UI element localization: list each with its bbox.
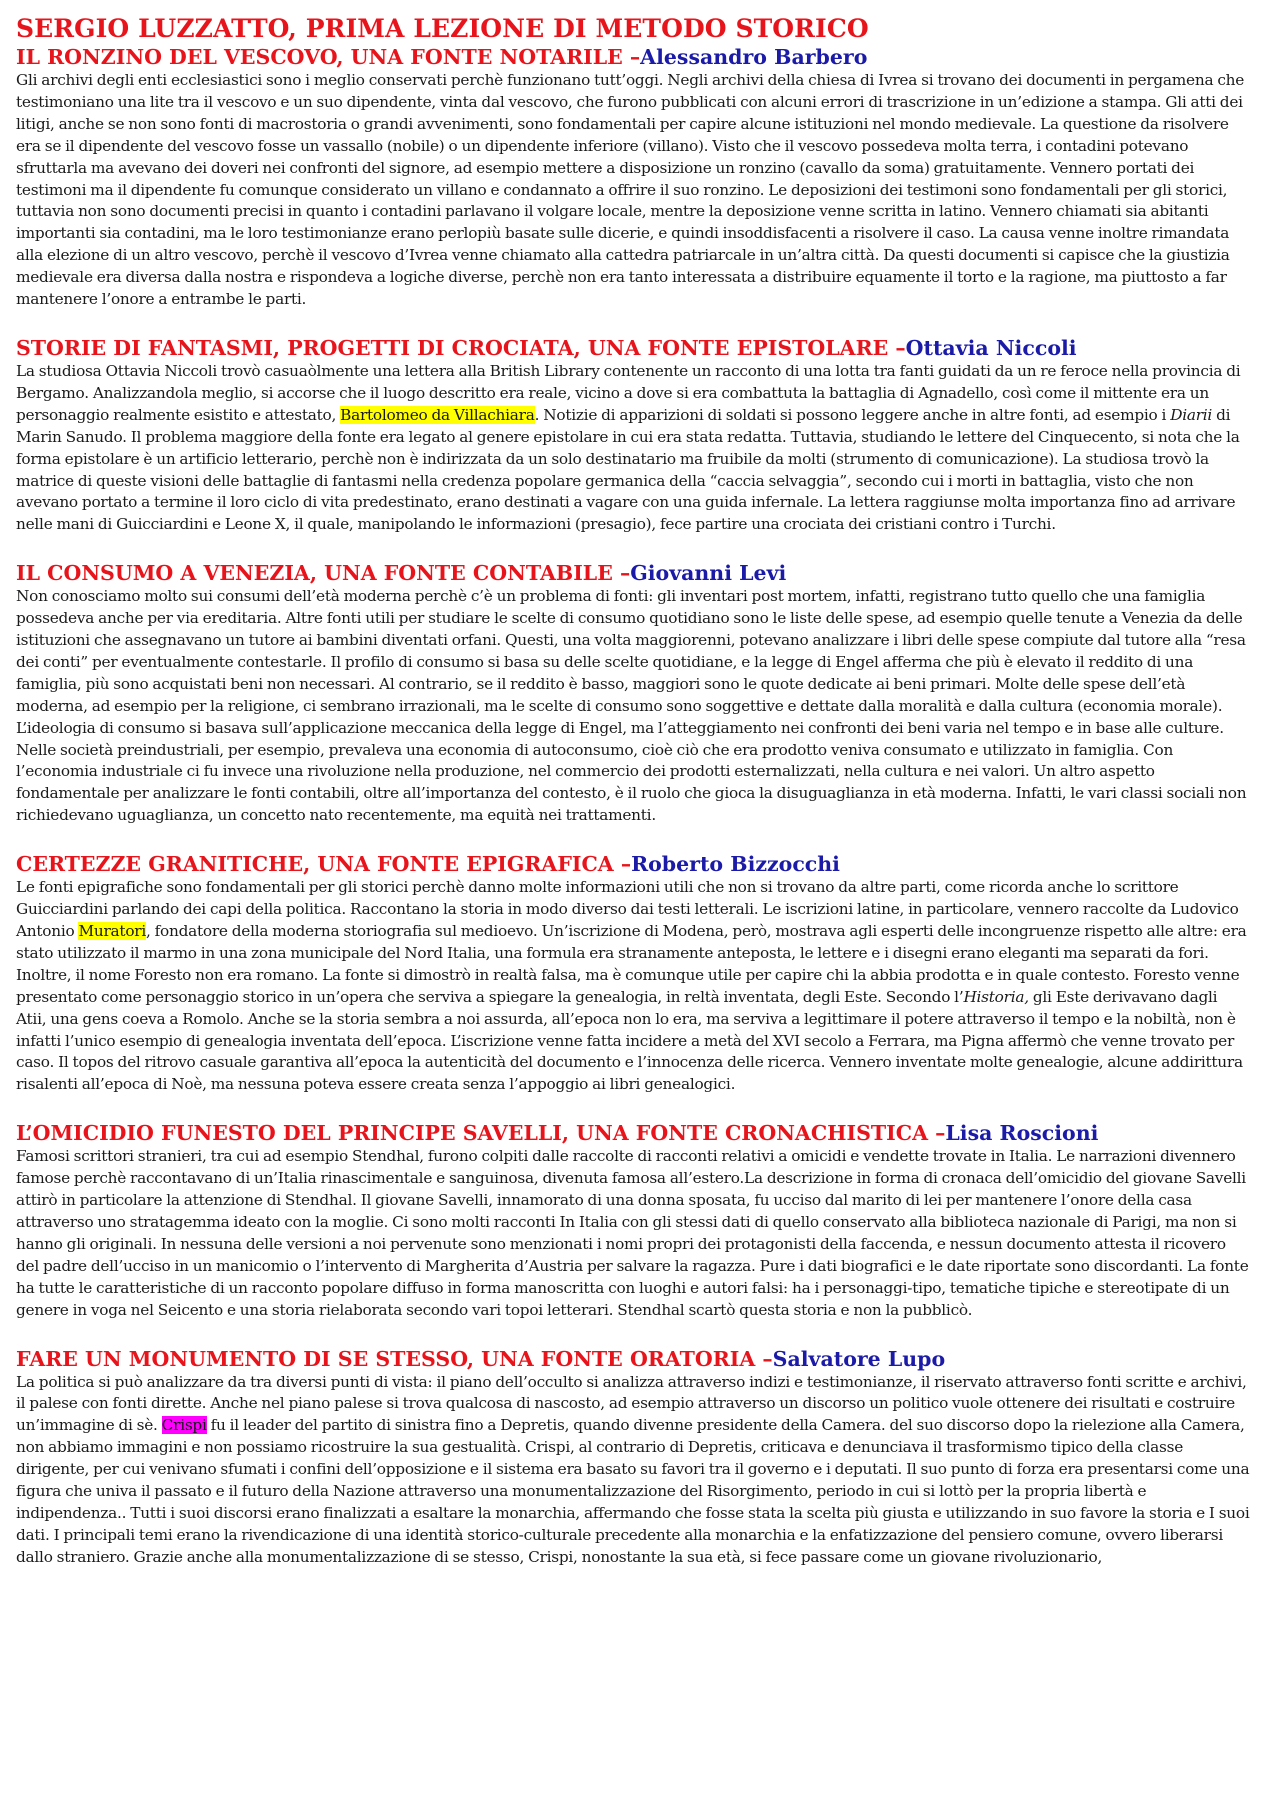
paragraph-text: Famosi scrittori stranieri, tra cui ad esempio Stendhal, furono colpiti dalle raccolte di racconti relativi a omicidi e vendette trovate in Italia. Le narrazioni divennero famose perchè raccontavano di un’Italia rinascimentale e sanguinosa, divenuta famosa all’estero.La descrizione in forma di cronaca dell’omicidio del giovane Savelli attirò in particolare la attenzione di Stendhal. Il giovane Savelli, innamorato di una donna sposata, fu ucciso dal marito di lei per mantenere l’onore della casa attraverso uno stratagemma ideato con la moglie. Ci sono molti racconti In Italia con gli stessi dati di quello conservato alla biblioteca nazionale di Parigi, ma non si hanno gli originali. In nessuna delle versioni a noi pervenute sono menzionati i nomi propri dei protagonisti della faccenda, e nessun documento attesta il ricovero del padre dell’ucciso in un manicomio o l’intervento di Margherita d’Austria per salvare la ragazza. Pure i dati biografici e le date riportate sono discordanti. La fonte ha tutte le caratteristiche di un racconto popolare diffuso in forma manoscritta con luoghi e autori falsi: ha i personaggi-tipo, tematiche tipiche e stereotipate di un genere in voga nel Seicento e una storia rielaborata secondo vari topoi letterari. Stendhal scartò questa storia e non la pubblicò. (16, 1147, 1249, 1319)
section-heading (16, 560, 1250, 586)
section-epistolare (16, 335, 1250, 536)
heading-author: Alessandro Barbero (640, 45, 868, 69)
heading-text: STORIE DI FANTASMI, PROGETTI DI CROCIATA, UNA FONTE (16, 335, 737, 360)
section-oratoria (16, 1346, 1250, 1569)
paragraph-text: di Marin Sanudo. Il problema maggiore della fonte era legato al genere epistolare in cui era stata redatta. Tuttavia, studiando le lettere del Cinquecento, si nota che la forma epistolare è un artificio letterario, perchè non è indirizzata da un solo destinatario ma fruibile da molti (strumento di comunicazione). La studiosa trovò la matrice di queste visioni delle battaglie di fantasmi nella credenza popolare germanica della “caccia selvaggia”, secondo cui i morti in battaglia, visto che non avevano portato a termine il loro ciclo di vita predestinato, erano destinati a vagare con una guida infernale. La lettera raggiunse molta importanza fino ad arrivare nelle mani di Guicciardini e Leone X, il quale, manipolando le informazioni (presagio), fece partire una crociata dei cristiani contro i Turchi. (16, 405, 1240, 534)
heading-keyword: EPISTOLARE (736, 335, 889, 360)
heading-text: IL CONSUMO A VENEZIA, UNA FONTE (16, 561, 473, 586)
section-notarile (16, 44, 1250, 311)
heading-text: CERTEZZE GRANITICHE, UNA FONTE (16, 852, 467, 877)
document-body (16, 14, 1250, 1569)
paragraph-text: fu il leader del partito di sinistra fino a Depretis, quando divenne presidente della Camera. del suo discorso dopo la rielezione alla Camera, non abbiamo immagini e non possiamo ricostruire la sua gestualità. Crispi, al contrario di Depretis, criticava e denunciava il trasformismo tipico della classe dirigente, per cui venivano sfumati i confini dell’opposizione e il sistema era basato su favori tra il governo e i deputati. Il suo punto di forza era presentarsi come una figura che univa il passato e il futuro della Nazione attraverso una monumentalizzazione del Risorgimento, periodo in cui si lottò per la propria libertà e indipendenza.. Tutti i suoi discorsi erano finalizzati a esaltare la monarchia, affermando che fosse stata la scelta più giusta e utilizzando in suo favore la storia e I suoi dati. I principali temi erano la rivendicazione di una identità storico-culturale precedente alla monarchia e la enfatizzazione del pensiero comune, ovvero liberarsi dallo straniero. Grazie anche alla monumentalizzazione di se stesso, Crispi, nonostante la sua età, si fece passare come un giovane rivoluzionario, (16, 1416, 1250, 1566)
heading-keyword: EPIGRAFICA (466, 852, 614, 877)
heading-author: Salvatore Lupo (772, 1346, 946, 1371)
section-contabile (16, 560, 1250, 827)
paragraph-text: , fondatore della moderna storiografia sul medioevo. Un’iscrizione di Modena, però, mostrava agli esperti delle incongruenze rispetto alle altre: era stato utilizzato il marmo in una zona municipale del Nord Italia, una formula era stranamente anteposta, le lettere e i disegni erano eleganti ma separati da fori. Inoltre, il nome Foresto non era romano. La fonte si dimostrò in realtà falsa, ma è comunque utile per capire chi la abbia prodotta e in quale contesto. Foresto venne presentato come personaggio storico in un’opera che serviva a spiegare la genealogia, in reltà inventata, degli Este. Secondo l’ (16, 922, 1247, 1006)
heading-author: Roberto Bizzocchi (631, 852, 840, 877)
paragraph-text: La politica si può analizzare da tra diversi punti di vista: il piano dell’occulto si analizza attraverso indizi e testimonianze, il riservato attraverso fonti scritte e archivi, il palese con fonti dirette. Anche nel piano palese si trova qualcosa di nascosto, ad esempio attraverso un discorso un politico vuole ottenere dei risultati e costruire un’immagine di sè. (16, 1372, 1247, 1435)
paragraph-text: La studiosa Ottavia Niccoli trovò casuaòlmente una lettera alla British Library contenente un racconto di una lotta tra fanti guidati da un re feroce nella provincia di Bergamo. Analizzandola meglio, si accorse che il luogo descritto era reale, vicino a dove si era combattuta la battaglia di Agnadello, così come il mittente era un personaggio realmente esistito e attestato, (16, 361, 1241, 424)
paragraph-text: Gli archivi degli enti ecclesiastici sono i meglio conservati perchè funzionano tutt’oggi. Negli archivi della chiesa di Ivrea si trovano dei documenti in pergamena che testimoniano una lite tra il vescovo e un suo dipendente, vinta dal vescovo, che furono pubblicati con alcuni errori di trascrizione in un’edizione a stampa. Gli atti dei litigi, anche se non sono fonti di macrostoria o grandi avvenimenti, sono fondamentali per capire alcune istituzioni nel mondo medievale. La questione da risolvere era se il dipendente del vescovo fosse un vassallo (nobile) o un dipendente inferiore (villano). Visto che il vescovo possedeva molta terra, i contadini potevano sfruttarla ma avevano dei doveri nei confronti del signore, ad esempio mettere a disposizione un ronzino (cavallo da soma) gratuitamente. Vennero portati dei testimoni ma il dipendente fu comunque considerato un villano e condannato a offrire il suo ronzino. Le deposizioni dei testimoni sono fondamentali per gli storici, tuttavia non sono documenti precisi in quanto i contadini parlavano il volgare locale, mentre la deposizione venne scritta in latino. Vennero chiamati sia abitanti importanti sia contadini, ma le loro testimonianze erano perlopiù basate sulle dicerie, e quindi insoddisfacenti a risolvere il caso. La causa venne inoltre rimandata alla elezione di un altro vescovo, perchè il vescovo d’Ivrea venne chiamato alla cattedra patriarcale in un’altra città. Da questi documenti si capisce che la giustizia medievale era diversa dalla nostra e rispondeva a logiche diverse, perchè non era tanto interessata a distribuire equamente il torto e la ragione, ma piuttosto a far mantenere l’onore a entrambe le parti. (16, 71, 1245, 309)
heading-text: L’OMICIDIO FUNESTO DEL PRINCIPE SAVELLI, UNA FONTE (16, 1121, 725, 1146)
section-heading (16, 851, 1250, 877)
highlighted-text: Crispi (161, 1416, 207, 1435)
heading-dash: – (612, 561, 631, 586)
heading-author: Ottavia Niccoli (905, 335, 1077, 360)
paragraph-text: gli Este derivavano dagli Atii, una gens coeva a Romolo. Anche se la storia sembra a noi assurda, all’epoca non lo era, ma serviva a legittimare il potere attraverso il tempo e la nobiltà, non è infatti l’unico esempio di genealogia inventata dell’epoca. L’iscrizione venne fatta incidere a metà del XVI secolo a Ferrara, ma Pigna affermò che venne trovato per caso. Il topos del ritrovo casuale garantiva all’epoca la autenticità del documento e l’innocenza delle ricerca. Vennero inventate molte genealogie, alcune addirittura risalenti all’epoca di Noè, ma nessuna poteva essere creata senza l’appoggio ai libri genealogici. (16, 987, 1243, 1094)
heading-author: Lisa Roscioni (945, 1121, 1099, 1146)
heading-dash: – (927, 1121, 946, 1146)
paragraph-text: Le fonti epigrafiche sono fondamentali per gli storici perchè danno molte informazioni utili che non si trovano da altre parti, come ricorda anche lo scrittore Guicciardini parlando dei capi della politica. Raccontano la storia in modo diverso dai testi letterali. Le iscrizioni latine, in particolare, vennero raccolte da Ludovico Antonio (16, 878, 1239, 940)
section-paragraph (16, 1372, 1250, 1569)
section-epigrafica (16, 851, 1250, 1096)
paragraph-text: . Notizie di apparizioni di soldati si possono leggere anche in altre fonti, ad esempio i (534, 405, 1171, 424)
heading-text: IL RONZINO DEL VESCOVO, UNA FONTE (16, 45, 500, 69)
section-paragraph (16, 361, 1250, 536)
section-paragraph (16, 70, 1250, 311)
section-paragraph (16, 586, 1250, 827)
italic-title: Diarii (1170, 405, 1213, 424)
highlighted-text: Muratori (78, 922, 146, 940)
heading-keyword: CONTABILE (472, 561, 613, 586)
section-heading (16, 335, 1250, 361)
paragraph-text: Non conosciamo molto sui consumi dell’età moderna perchè c’è un problema di fonti: gli inventari post mortem, infatti, registrano tutto quello che una famiglia possedeva anche per via ereditaria. Altre fonti utili per studiare le scelte di consumo quotidiano sono le liste delle spese, ad esempio quelle tenute a Venezia da delle istituzioni che assegnavano un tutore ai bambini diventati orfani. Questi, una volta maggiorenni, potevano analizzare i libri delle spese compiute dal tutore alla “resa dei conti” per eventualmente contestarle. Il profilo di consumo si basa su delle scelte quotidiane, e la legge di Engel afferma che più è elevato il reddito di una famiglia, più sono acquistati beni non necessari. Al contrario, se il reddito è basso, maggiori sono le quote dedicate ai beni primari. Molte delle spese dell’età moderna, ad esempio per la religione, ci sembrano irrazionali, ma le scelte di consumo sono soggettive e dettate dalla moralità e dalla cultura (economia morale). L’ideologia di consumo si basava sull’applicazione meccanica della legge di Engel, ma l’atteggiamento nei confronti dei beni varia nel tempo e in base alle culture. Nelle società preindustriali, per esempio, prevaleva una economia di autoconsumo, cioè ciò che era prodotto veniva consumato e utilizzato in famiglia. Con l’economia industriale ci fu invece una rivoluzione nella produzione, nel commercio dei prodotti esternalizzati, nella cultura e nei valori. Un altro aspetto fondamentale per analizzare le fonti contabili, oltre all’importanza del contesto, è il ruolo che gioca la disuguaglianza in età moderna. Infatti, le vari classi sociali non richiedevano uguaglianza, un concetto nato recentemente, ma equità nei trattamenti. (16, 587, 1247, 825)
italic-title: Historia, (963, 987, 1029, 1006)
section-cronachistica (16, 1120, 1250, 1321)
heading-author: Giovanni Levi (630, 561, 787, 586)
section-paragraph (16, 877, 1250, 1096)
section-heading (16, 44, 1250, 70)
document-title: SERGIO LUZZATTO, PRIMA LEZIONE DI METODO STORICO (16, 14, 869, 43)
section-paragraph (16, 1146, 1250, 1321)
heading-dash: – (755, 1346, 773, 1371)
heading-keyword: NOTARILE (499, 45, 623, 69)
highlighted-text: Bartolomeo da Villachiara (340, 405, 535, 424)
section-heading (16, 1120, 1250, 1146)
heading-dash: – (613, 852, 632, 877)
heading-keyword: ORATORIA (629, 1346, 756, 1371)
section-heading (16, 1346, 1250, 1372)
heading-dash: – (888, 335, 906, 360)
heading-text: FARE UN MONUMENTO DI SE STESSO, UNA FONTE (16, 1346, 630, 1371)
heading-keyword: CRONACHISTICA (724, 1121, 928, 1146)
heading-dash: – (622, 45, 641, 69)
